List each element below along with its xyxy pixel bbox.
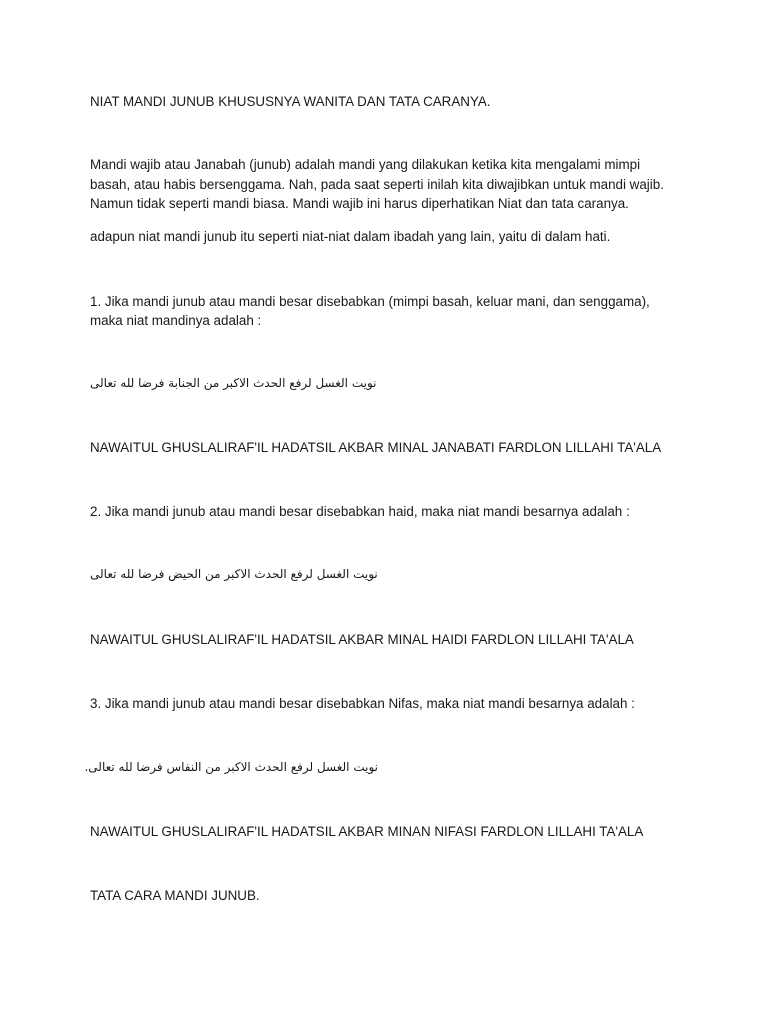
section-2-arabic-niat: نويت الغسل لرفع الحدث الاكبر من الحيض فرضا لله تعالى (90, 567, 378, 581)
section-1-latin-niat: NAWAITUL GHUSLALIRAF'IL HADATSIL AKBAR MINAL JANABATI FARDLON LILLAHI TA'ALA (90, 440, 662, 455)
section-2-line-1: 2. Jika mandi junub atau mandi besar disebabkan haid, maka niat mandi besarnya adalah : (90, 504, 630, 519)
section-3-line-1: 3. Jika mandi junub atau mandi besar disebabkan Nifas, maka niat mandi besarnya adalah : (90, 696, 635, 711)
intro-paragraph-line-1: Mandi wajib atau Janabah (junub) adalah mandi yang dilakukan ketika kita mengalami mimpi (90, 157, 641, 172)
section-1-arabic-niat: نويت الغسل لرفع الحدث الاكبر من الجنابة فرضا لله تعالى (90, 376, 377, 390)
section-1-line-1: 1. Jika mandi junub atau mandi besar disebabkan (mimpi basah, keluar mani, dan senggama), (90, 294, 650, 309)
note-paragraph: adapun niat mandi junub itu seperti niat-niat dalam ibadah yang lain, yaitu di dalam hati. (90, 229, 611, 244)
section-3-latin-niat: NAWAITUL GHUSLALIRAF'IL HADATSIL AKBAR MINAN NIFASI FARDLON LILLAHI TA'ALA (90, 824, 644, 839)
section-heading-tata-cara: TATA CARA MANDI JUNUB. (90, 888, 260, 903)
section-3-arabic-niat: نويت الغسل لرفع الحدث الاكبر من النفاس فرضا لله تعالى. (84, 760, 378, 774)
document-title: NIAT MANDI JUNUB KHUSUSNYA WANITA DAN TATA CARANYA. (90, 94, 491, 109)
section-1-line-2: maka niat mandinya adalah : (90, 313, 262, 328)
section-2-latin-niat: NAWAITUL GHUSLALIRAF'IL HADATSIL AKBAR MINAL HAIDI FARDLON LILLAHI TA'ALA (90, 632, 634, 647)
intro-paragraph-line-2: basah, atau habis bersenggama. Nah, pada saat seperti inilah kita diwajibkan untuk mandi wajib. (90, 177, 664, 192)
intro-paragraph-line-3: Namun tidak seperti mandi biasa. Mandi wajib ini harus diperhatikan Niat dan tata caranya. (90, 196, 629, 211)
